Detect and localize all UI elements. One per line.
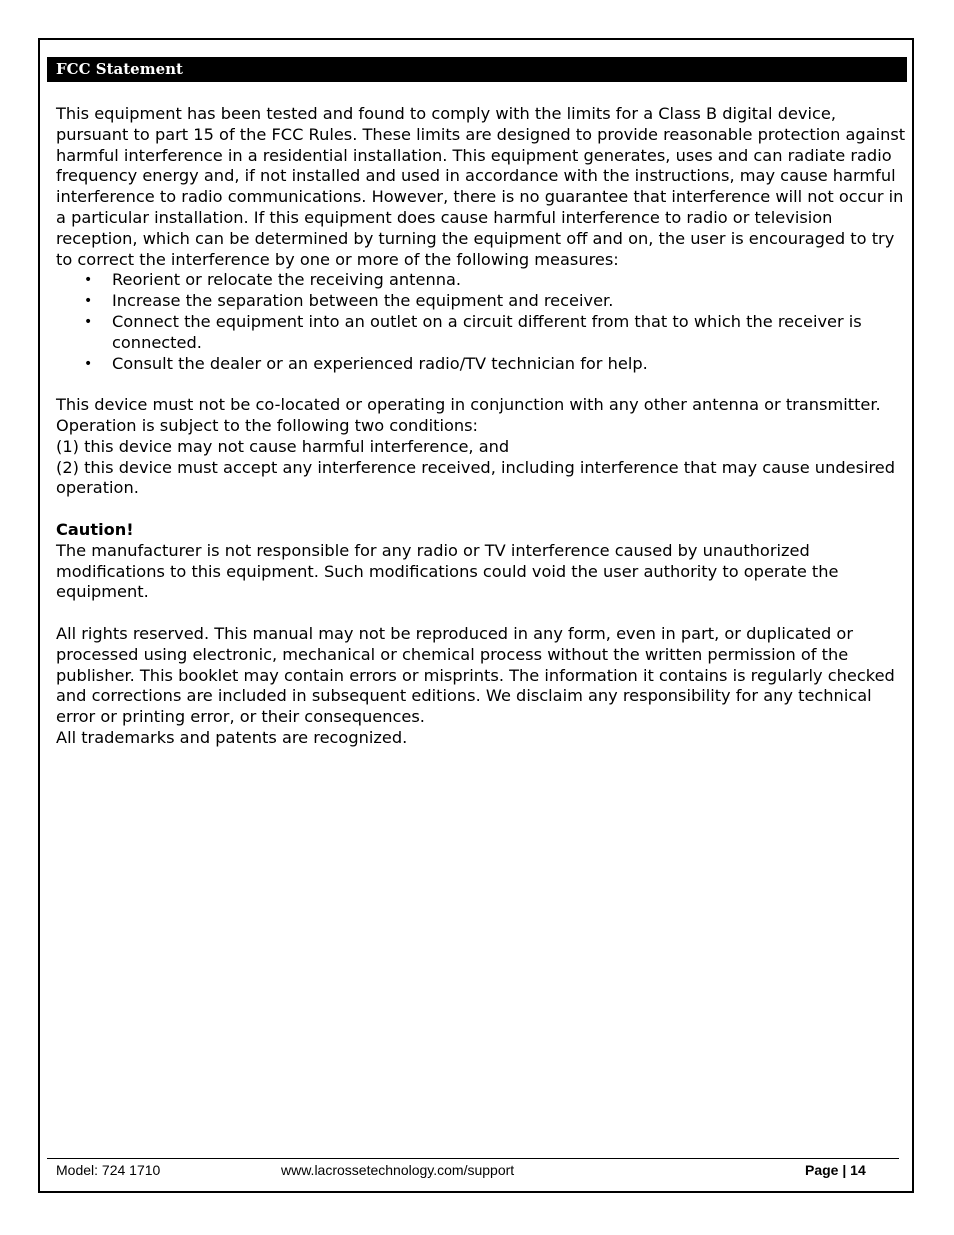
footer-divider — [47, 1158, 899, 1159]
list-item: • Reorient or relocate the receiving antenna. — [84, 270, 462, 290]
trademarks-line: All trademarks and patents are recognized. — [56, 727, 408, 747]
rights-paragraph: All rights reserved. This manual may not be reproduced in any form, even in part, or duplicated or processed using electronic, mechanical or chemical process without the written permission of the publisher. This booklet may contain errors or misprints. The information it contains is regularly checked and corrections are included in subsequent editions. We disclaim any responsibility for any technical error or printing error, or their consequences. — [56, 623, 895, 727]
list-item: • Consult the dealer or an experienced radio/TV technician for help. — [84, 353, 648, 373]
condition-two: (2) this device must accept any interference received, including interference that may cause undesired operation. — [56, 457, 896, 498]
footer-model: Model: 724 1710 — [56, 1162, 161, 1178]
bullet-icon: • — [84, 293, 93, 310]
bullet-icon: • — [84, 272, 93, 289]
bullet-icon: • — [84, 355, 93, 372]
caution-paragraph: The manufacturer is not responsible for any radio or TV interference caused by unauthorized modifications to this equipment. Such modifications could void the user authority to operate the equipment. — [56, 540, 839, 602]
colocation-paragraph: This device must not be co-located or operating in conjunction with any other antenna or transmitter. Operation is subject to the following two conditions: — [56, 395, 881, 435]
list-item: • Connect the equipment into an outlet on a circuit different from that to which the receiver is connected. — [84, 311, 862, 352]
section-header — [47, 57, 907, 82]
caution-heading: Caution! — [56, 519, 134, 539]
document-body — [56, 104, 906, 749]
bullet-icon: • — [84, 313, 93, 330]
condition-one: (1) this device may not cause harmful interference, and — [56, 436, 510, 456]
intro-paragraph: This equipment has been tested and found to comply with the limits for a Class B digital device, pursuant to part 15 of the FCC Rules. These limits are designed to provide reasonable protection against harmful interference in a residential installation. This equipment generates, uses and can radiate radio frequency energy and, if not installed and used in accordance with the instructions, may cause harmful interference to radio communications. However, there is no guarantee that interference will not occur in a particular installation. If this equipment does cause harmful interference to radio or television reception, which can be determined by turning the equipment off and on, the user is encouraged to try to correct the interference by one or more of the following measures: — [56, 104, 906, 269]
footer-page-number: Page | 14 — [805, 1162, 866, 1178]
footer-url: www.lacrossetechnology.com/support — [281, 1162, 515, 1178]
list-item: • Increase the separation between the equipment and receiver. — [84, 291, 614, 311]
section-title: FCC Statement — [56, 60, 183, 78]
measures-list — [56, 270, 906, 374]
